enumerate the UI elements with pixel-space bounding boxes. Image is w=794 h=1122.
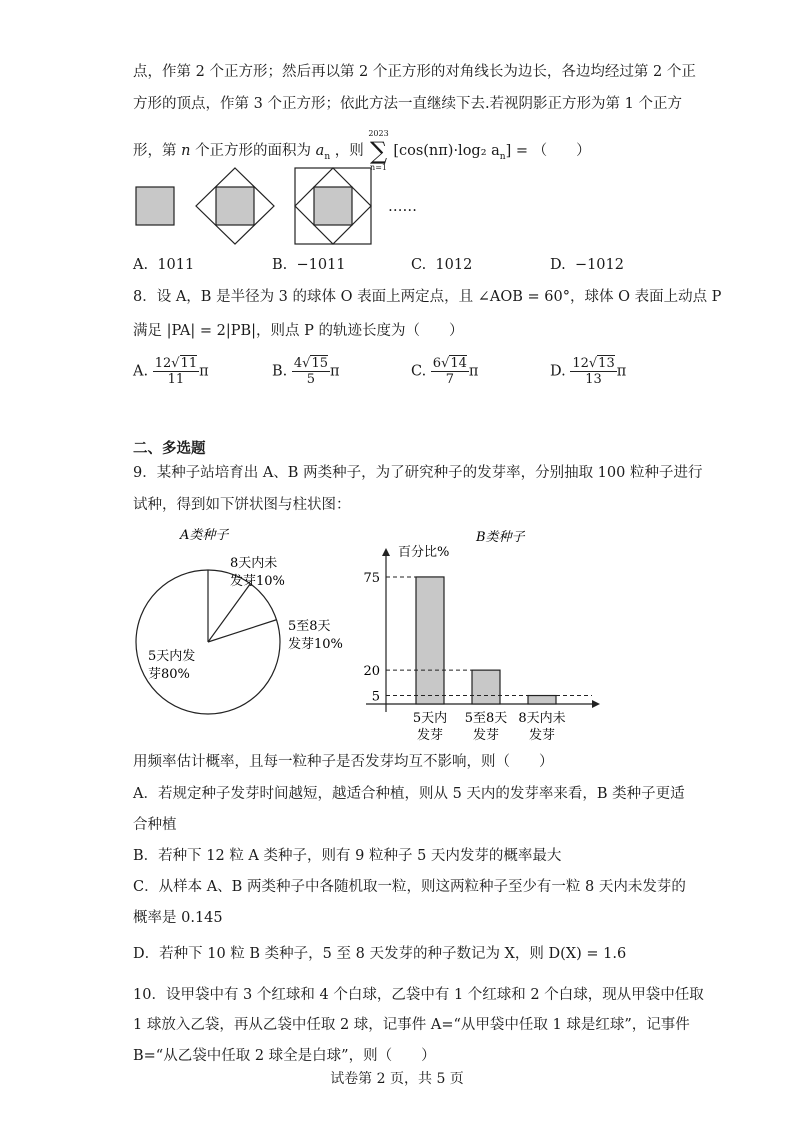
q8-option-c: C. $\frac{6√14}{7}$ π (411, 356, 479, 387)
q7-sum-body-sub: n (499, 151, 506, 162)
square-1-shaded (136, 187, 174, 225)
q7-line-3-mid: 个正方形的面积为 (195, 143, 312, 159)
q7-sum-upper: 2023 (368, 129, 389, 138)
x-axis-arrow (592, 700, 600, 708)
square-3-shaded-inner (314, 187, 352, 225)
q9-option-a-line-1: A．若规定种子发芽时间越短，越适合种植，则从 5 天内的发芽率来看，B 类种子更适 (133, 786, 685, 802)
pie-label-2: 芽80% (148, 667, 190, 682)
q7-option-b: B. −1011 (272, 257, 346, 273)
y-axis-arrow (382, 548, 390, 556)
q10-line-2: 1 球放入乙袋，再从乙袋中任取 2 球，记事件 A=“从甲袋中任取 1 球是红球”，记事件 (133, 1017, 690, 1033)
q7-line-3-then: ，则 (334, 143, 364, 159)
x-category-0: 5天内 (412, 711, 448, 726)
q9-line-2: 试种，得到如下饼状图与柱状图： (133, 497, 351, 513)
y-tick-2: 5 (371, 689, 380, 705)
pie-chart-a-seeds (130, 522, 350, 727)
q7-line-1: 点，作第 2 个正方形；然后再以第 2 个正方形的对角线长为边长，各边均经过第 2 个正 (133, 64, 696, 80)
q8-option-a: A. $\frac{12√11}{11}$ π (133, 356, 209, 387)
q7-option-a: A. 1011 (133, 257, 195, 273)
pie-label-1: 5至8天 (288, 619, 331, 634)
ellipsis: …… (388, 199, 417, 215)
pie-label-0: 发芽10% (230, 574, 285, 589)
pie-label-0: 8天内未 (230, 556, 278, 571)
bar-1 (472, 670, 500, 704)
q7-line-3-prefix: 形，第 (133, 143, 177, 159)
q7-line-2: 方形的顶点，作第 3 个正方形；依此方法一直继续下去.若视阴影正方形为第 1 个正方 (133, 96, 682, 112)
q7-an-sub: n (324, 151, 331, 162)
q9-option-c-line-1: C．从样本 A、B 两类种子中各随机取一粒，则这两粒种子至少有一粒 8 天内未发芽的 (133, 879, 686, 895)
q7-sum-close: ] = （ ） (505, 143, 591, 159)
q9-after-charts: 用频率估计概率，且每一粒种子是否发芽均互不影响，则（ ） (133, 754, 554, 770)
q7-an-var: a (315, 143, 325, 159)
q7-option-c: C. 1012 (411, 257, 473, 273)
y-tick-0: 75 (363, 570, 380, 586)
q7-n-var: n (181, 143, 191, 159)
q9-line-1: 9．某种子站培育出 A、B 两类种子，为了研究种子的发芽率，分别抽取 100 粒种子进行 (133, 465, 703, 481)
q8-line-1: 8．设 A，B 是半径为 3 的球体 O 表面上两定点，且 ∠AOB = 60°，球体 O 表面上动点 P (133, 289, 722, 305)
section-title-multi-choice: 二、多选题 (133, 441, 206, 457)
page-footer: 试卷第 2 页，共 5 页 (330, 1071, 464, 1087)
x-category-1: 发芽 (472, 728, 500, 743)
pie-slice-5-to-8-days-edge (208, 584, 250, 642)
x-category-1: 5至8天 (464, 711, 508, 726)
x-category-2: 8天内未 (518, 711, 566, 726)
y-tick-1: 20 (363, 664, 380, 680)
q7-option-d: D. −1012 (550, 257, 624, 273)
q9-option-b: B．若种下 12 粒 A 类种子，则有 9 粒种子 5 天内发芽的概率最大 (133, 848, 562, 864)
pie-slice-within-5-days-edge (208, 620, 276, 642)
square-2-shaded-inner (216, 187, 254, 225)
q9-option-d: D．若种下 10 粒 B 类种子，5 至 8 天发芽的种子数记为 X，则 D(X) = 1.6 (133, 946, 627, 962)
q8-line-2: 满足 |PA| = 2|PB|，则点 P 的轨迹长度为（ ） (133, 323, 464, 339)
pie-title: A类种子 (180, 528, 229, 543)
q9-option-a-line-2: 合种植 (133, 817, 177, 833)
q8-option-d: D. $\frac{12√13}{13}$ π (550, 356, 627, 387)
pie-label-1: 发芽10% (288, 637, 343, 652)
x-category-2: 发芽 (528, 728, 556, 743)
bar-2 (528, 696, 556, 704)
pie-label-2: 5天内发 (148, 649, 196, 664)
q7-sum-symbol: ∑ (369, 137, 388, 165)
bar-title: B类种子 (476, 530, 525, 545)
nested-squares-figure (130, 163, 430, 248)
bar-chart-b-seeds (360, 522, 610, 747)
q7-sum-body: [cos(nπ)·log₂ a (393, 143, 500, 159)
q10-line-3: B=“从乙袋中任取 2 球全是白球”，则（ ） (133, 1048, 436, 1064)
x-category-0: 发芽 (416, 728, 444, 743)
q7-sum-lower: n=1 (370, 163, 387, 172)
q8-option-b: B. $\frac{4√15}{5}$ π (272, 356, 340, 387)
q9-option-c-line-2: 概率是 0.145 (133, 910, 223, 926)
q10-line-1: 10．设甲袋中有 3 个红球和 4 个白球，乙袋中有 1 个红球和 2 个白球，现从甲袋中任取 (133, 987, 704, 1003)
bar-0 (416, 577, 444, 704)
bar-ylabel: 百分比% (398, 545, 450, 560)
